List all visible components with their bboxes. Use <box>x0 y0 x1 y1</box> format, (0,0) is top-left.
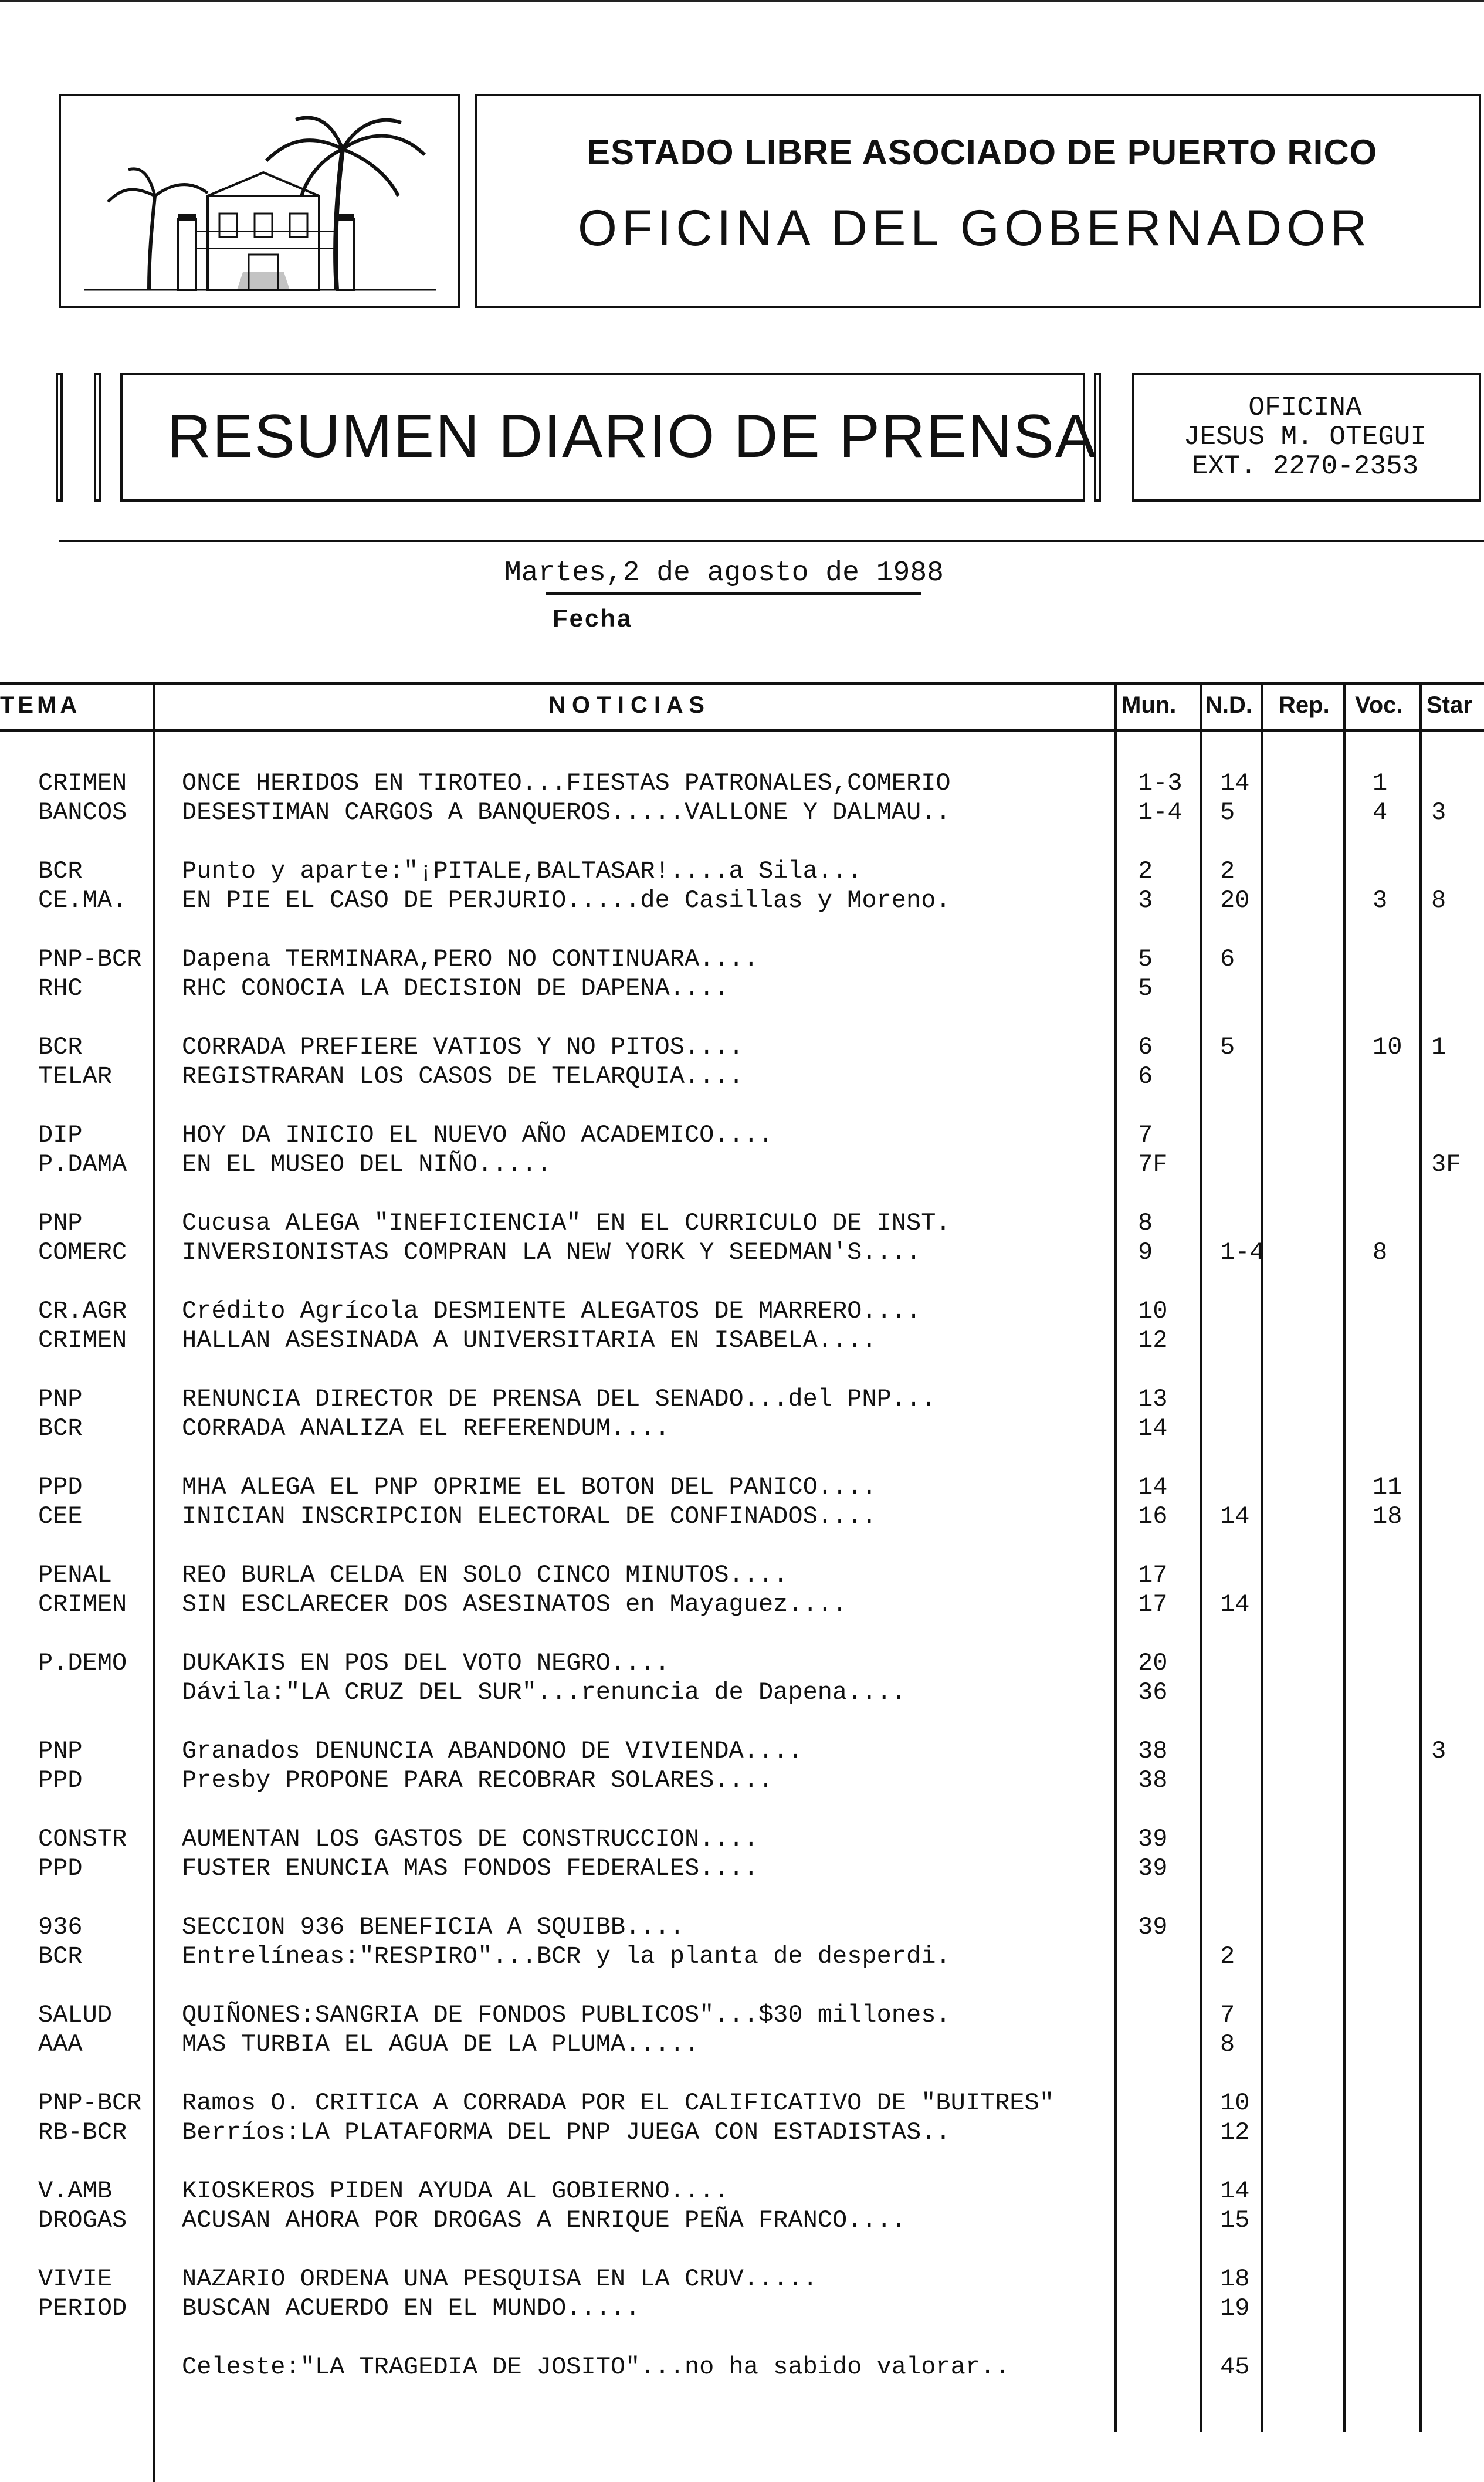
table-row <box>0 1560 1484 1590</box>
col-header-star: Star <box>1427 692 1472 718</box>
cell-mun: 20 <box>1138 1649 1168 1677</box>
cell-voc: 3 <box>1373 886 1388 915</box>
table-row <box>0 1326 1484 1355</box>
cell-mun: 7F <box>1138 1150 1168 1179</box>
cell-mun: 6 <box>1138 1062 1153 1091</box>
cell-voc: 8 <box>1373 1238 1388 1267</box>
cell-tema: RB-BCR <box>38 2118 127 2146</box>
col-header-noticias: N O T I C I A S <box>548 692 704 718</box>
table-row <box>0 1942 1484 1971</box>
table-row <box>0 2176 1484 2206</box>
cell-tema: SALUD <box>38 2001 113 2029</box>
cell-noticia: HALLAN ASESINADA A UNIVERSITARIA EN ISABELA.... <box>182 1326 877 1355</box>
cell-nd: 14 <box>1220 769 1250 797</box>
cell-tema: BCR <box>38 857 83 885</box>
cell-tema: PNP <box>38 1385 83 1413</box>
table-row <box>0 1208 1484 1238</box>
date-label: Fecha <box>553 604 633 632</box>
cell-noticia: RHC CONOCIA LA DECISION DE DAPENA.... <box>182 974 729 1003</box>
cell-nd: 1-4 <box>1220 1238 1265 1267</box>
separator-rule <box>59 540 1484 542</box>
cell-tema: VIVIE <box>38 2265 113 2293</box>
cell-tema: COMERC <box>38 1238 127 1267</box>
cell-mun: 16 <box>1138 1502 1168 1530</box>
col-header-tema: TEMA <box>0 692 81 718</box>
cell-mun: 6 <box>1138 1033 1153 1061</box>
cell-noticia: Dávila:"LA CRUZ DEL SUR"...renuncia de Dapena.... <box>182 1678 907 1706</box>
table-row <box>0 1648 1484 1678</box>
cell-mun: 39 <box>1138 1913 1168 1941</box>
table-row <box>0 2294 1484 2323</box>
cell-star: 3 <box>1431 1737 1446 1765</box>
table-row <box>0 2088 1484 2118</box>
table-row <box>0 856 1484 886</box>
cell-tema: AAA <box>38 2030 83 2058</box>
cell-voc: 11 <box>1373 1473 1402 1501</box>
date-value: Martes,2 de agosto de 1988 <box>504 557 944 589</box>
cell-tema: PERIOD <box>38 2294 127 2322</box>
office-line3: EXT. 2270-2353 <box>1191 451 1419 482</box>
cell-noticia: SIN ESCLARECER DOS ASESINATOS en Mayaguez.... <box>182 1590 848 1618</box>
cell-nd: 2 <box>1220 857 1235 885</box>
table-row <box>0 1766 1484 1795</box>
table-row <box>0 1238 1484 1267</box>
cell-mun: 13 <box>1138 1385 1168 1413</box>
logo-box <box>59 94 460 308</box>
cell-tema: BCR <box>38 1942 83 1970</box>
cell-tema: CONSTR <box>38 1825 127 1853</box>
cell-tema: PNP-BCR <box>38 945 142 973</box>
cell-mun: 10 <box>1138 1297 1168 1325</box>
table-row <box>0 1912 1484 1942</box>
cell-noticia: REGISTRARAN LOS CASOS DE TELARQUIA.... <box>182 1062 744 1091</box>
cell-noticia: QUIÑONES:SANGRIA DE FONDOS PUBLICOS"...$30 millones. <box>182 2001 951 2029</box>
table-row <box>0 768 1484 798</box>
table-row <box>0 974 1484 1003</box>
cell-tema: PENAL <box>38 1561 113 1589</box>
cell-star: 8 <box>1431 886 1446 915</box>
cell-tema: CRIMEN <box>38 1326 127 1355</box>
cell-voc: 18 <box>1373 1502 1402 1530</box>
cell-nd: 5 <box>1220 798 1235 827</box>
cell-noticia: Cucusa ALEGA "INEFICIENCIA" EN EL CURRICULO DE INST. <box>182 1209 951 1237</box>
col-header-mun: Mun. <box>1122 692 1177 718</box>
cell-noticia: KIOSKEROS PIDEN AYUDA AL GOBIERNO.... <box>182 2177 729 2205</box>
cell-noticia: CORRADA ANALIZA EL REFERENDUM.... <box>182 1414 670 1443</box>
cell-voc: 4 <box>1373 798 1388 827</box>
table-row <box>0 2000 1484 2030</box>
cell-star: 3 <box>1431 798 1446 827</box>
cell-noticia: Punto y aparte:"¡PITALE,BALTASAR!....a Sila... <box>182 857 862 885</box>
banner-title: RESUMEN DIARIO DE PRENSA <box>167 402 1097 470</box>
header-line2: OFICINA DEL GOBERNADOR <box>578 200 1372 256</box>
cell-noticia: DESESTIMAN CARGOS A BANQUEROS.....VALLONE Y DALMAU.. <box>182 798 951 827</box>
table-row <box>0 1472 1484 1502</box>
cell-noticia: AUMENTAN LOS GASTOS DE CONSTRUCCION.... <box>182 1825 758 1853</box>
cell-mun: 12 <box>1138 1326 1168 1355</box>
table-row <box>0 1032 1484 1062</box>
cell-mun: 2 <box>1138 857 1153 885</box>
cell-mun: 39 <box>1138 1854 1168 1882</box>
cell-noticia: Entrelíneas:"RESPIRO"...BCR y la planta de desperdi. <box>182 1942 951 1970</box>
cell-nd: 10 <box>1220 2089 1250 2117</box>
office-line1: OFICINA <box>1248 392 1362 423</box>
cell-noticia: INVERSIONISTAS COMPRAN LA NEW YORK Y SEEDMAN'S.... <box>182 1238 921 1267</box>
cell-mun: 5 <box>1138 945 1153 973</box>
cell-mun: 9 <box>1138 1238 1153 1267</box>
cell-noticia: BUSCAN ACUERDO EN EL MUNDO..... <box>182 2294 641 2322</box>
cell-tema: PPD <box>38 1766 83 1794</box>
cell-noticia: Ramos O. CRITICA A CORRADA POR EL CALIFICATIVO DE "BUITRES" <box>182 2089 1055 2117</box>
col-header-rep: Rep. <box>1279 692 1330 718</box>
cell-noticia: CORRADA PREFIERE VATIOS Y NO PITOS.... <box>182 1033 744 1061</box>
cell-nd: 14 <box>1220 1502 1250 1530</box>
cell-mun: 5 <box>1138 974 1153 1003</box>
cell-nd: 2 <box>1220 1942 1235 1970</box>
cell-nd: 20 <box>1220 886 1250 915</box>
cell-mun: 8 <box>1138 1209 1153 1237</box>
cell-noticia: Crédito Agrícola DESMIENTE ALEGATOS DE MARRERO.... <box>182 1297 921 1325</box>
cell-nd: 14 <box>1220 2177 1250 2205</box>
cell-mun: 17 <box>1138 1561 1168 1589</box>
office-line2: JESUS M. OTEGUI <box>1183 422 1427 452</box>
table-row <box>0 886 1484 915</box>
cell-mun: 39 <box>1138 1825 1168 1853</box>
cell-tema: P.DEMO <box>38 1649 127 1677</box>
cell-noticia: Dapena TERMINARA,PERO NO CONTINUARA.... <box>182 945 758 973</box>
table-row <box>0 1736 1484 1766</box>
table-row <box>0 798 1484 827</box>
cell-nd: 5 <box>1220 1033 1235 1061</box>
table-row <box>0 1854 1484 1883</box>
table-row <box>0 2206 1484 2235</box>
cell-noticia: REO BURLA CELDA EN SOLO CINCO MINUTOS.... <box>182 1561 788 1589</box>
date-underline <box>546 592 921 595</box>
cell-nd: 15 <box>1220 2206 1250 2234</box>
cell-noticia: DUKAKIS EN POS DEL VOTO NEGRO.... <box>182 1649 670 1677</box>
cell-voc: 1 <box>1373 769 1388 797</box>
cell-tema: CE.MA. <box>38 886 127 915</box>
cell-tema: V.AMB <box>38 2177 113 2205</box>
cell-noticia: FUSTER ENUNCIA MAS FONDOS FEDERALES.... <box>182 1854 758 1882</box>
cell-noticia: MHA ALEGA EL PNP OPRIME EL BOTON DEL PANICO.... <box>182 1473 877 1501</box>
cell-mun: 1-4 <box>1138 798 1183 827</box>
cell-mun: 14 <box>1138 1473 1168 1501</box>
cell-tema: PNP <box>38 1737 83 1765</box>
cell-tema: TELAR <box>38 1062 113 1091</box>
table-row <box>0 2264 1484 2294</box>
cell-tema: PNP-BCR <box>38 2089 142 2117</box>
top-rule <box>0 0 1484 2</box>
cell-tema: 936 <box>38 1913 83 1941</box>
cell-nd: 18 <box>1220 2265 1250 2293</box>
cell-nd: 45 <box>1220 2353 1250 2381</box>
cell-tema: PPD <box>38 1854 83 1882</box>
cell-star: 1 <box>1431 1033 1446 1061</box>
cell-noticia: ACUSAN AHORA POR DROGAS A ENRIQUE PEÑA FRANCO.... <box>182 2206 907 2234</box>
cell-nd: 12 <box>1220 2118 1250 2146</box>
cell-mun: 38 <box>1138 1737 1168 1765</box>
table-row <box>0 1062 1484 1091</box>
governor-mansion-icon <box>61 96 458 306</box>
cell-noticia: NAZARIO ORDENA UNA PESQUISA EN LA CRUV..... <box>182 2265 818 2293</box>
header-line1: ESTADO LIBRE ASOCIADO DE PUERTO RICO <box>587 133 1378 172</box>
col-header-voc: Voc. <box>1355 692 1403 718</box>
table-row <box>0 1384 1484 1414</box>
cell-tema: DIP <box>38 1121 83 1149</box>
table-row <box>0 1150 1484 1179</box>
cell-noticia: EN EL MUSEO DEL NIÑO..... <box>182 1150 552 1179</box>
table-row <box>0 1120 1484 1150</box>
cell-mun: 36 <box>1138 1678 1168 1706</box>
cell-tema: P.DAMA <box>38 1150 127 1179</box>
cell-mun: 38 <box>1138 1766 1168 1794</box>
cell-noticia: Berríos:LA PLATAFORMA DEL PNP JUEGA CON ESTADISTAS.. <box>182 2118 951 2146</box>
cell-nd: 14 <box>1220 1590 1250 1618</box>
cell-tema: BANCOS <box>38 798 127 827</box>
cell-star: 3F <box>1431 1150 1461 1179</box>
cell-noticia: Presby PROPONE PARA RECOBRAR SOLARES.... <box>182 1766 774 1794</box>
cell-noticia: MAS TURBIA EL AGUA DE LA PLUMA..... <box>182 2030 700 2058</box>
cell-tema: BCR <box>38 1414 83 1443</box>
cell-noticia: EN PIE EL CASO DE PERJURIO.....de Casillas y Moreno. <box>182 886 951 915</box>
cell-noticia: Celeste:"LA TRAGEDIA DE JOSITO"...no ha sabido valorar.. <box>182 2353 1010 2381</box>
cell-voc: 10 <box>1373 1033 1402 1061</box>
cell-tema: CRIMEN <box>38 1590 127 1618</box>
table-row <box>0 2030 1484 2059</box>
cell-noticia: RENUNCIA DIRECTOR DE PRENSA DEL SENADO...del PNP... <box>182 1385 936 1413</box>
banner-left-bar-1 <box>56 373 63 502</box>
table-row <box>0 1502 1484 1531</box>
cell-tema: CEE <box>38 1502 83 1530</box>
cell-tema: CRIMEN <box>38 769 127 797</box>
cell-tema: CR.AGR <box>38 1297 127 1325</box>
cell-nd: 6 <box>1220 945 1235 973</box>
cell-noticia: INICIAN INSCRIPCION ELECTORAL DE CONFINADOS.... <box>182 1502 877 1530</box>
cell-tema: PPD <box>38 1473 83 1501</box>
table-row <box>0 1678 1484 1707</box>
table-row <box>0 2118 1484 2147</box>
table-row <box>0 1824 1484 1854</box>
cell-noticia: Granados DENUNCIA ABANDONO DE VIVIENDA.... <box>182 1737 803 1765</box>
col-header-nd: N.D. <box>1205 692 1252 718</box>
cell-tema: PNP <box>38 1209 83 1237</box>
cell-noticia: SECCION 936 BENEFICIA A SQUIBB.... <box>182 1913 685 1941</box>
table-row <box>0 1414 1484 1443</box>
cell-tema: RHC <box>38 974 83 1003</box>
cell-noticia: HOY DA INICIO EL NUEVO AÑO ACADEMICO.... <box>182 1121 774 1149</box>
cell-mun: 14 <box>1138 1414 1168 1443</box>
cell-tema: DROGAS <box>38 2206 127 2234</box>
office-info <box>1135 393 1475 481</box>
cell-mun: 17 <box>1138 1590 1168 1618</box>
banner-left-bar-2 <box>94 373 101 502</box>
cell-tema: BCR <box>38 1033 83 1061</box>
table-row <box>0 2352 1484 2382</box>
cell-mun: 1-3 <box>1138 769 1183 797</box>
table-row <box>0 1590 1484 1619</box>
cell-nd: 19 <box>1220 2294 1250 2322</box>
cell-noticia: ONCE HERIDOS EN TIROTEO...FIESTAS PATRONALES,COMERIO <box>182 769 951 797</box>
cell-nd: 7 <box>1220 2001 1235 2029</box>
cell-mun: 3 <box>1138 886 1153 915</box>
cell-mun: 7 <box>1138 1121 1153 1149</box>
cell-nd: 8 <box>1220 2030 1235 2058</box>
table-row <box>0 1296 1484 1326</box>
table-row <box>0 944 1484 974</box>
